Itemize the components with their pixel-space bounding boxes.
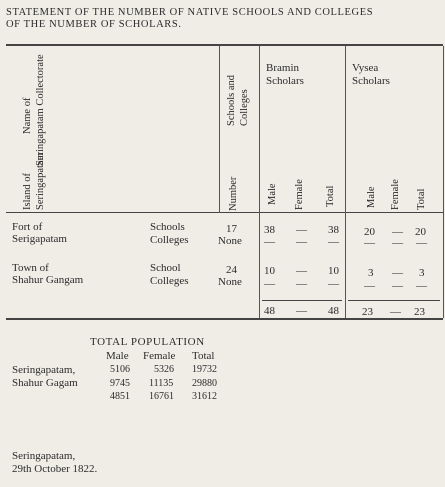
header-vysea-male: Male bbox=[366, 186, 377, 208]
row-bramin-female: — bbox=[296, 224, 307, 236]
population-header-total: Total bbox=[192, 350, 215, 362]
row-vysea-total: 3 bbox=[419, 267, 425, 279]
header-collectorate-1: Name of bbox=[22, 97, 33, 134]
header-vysea-total: Total bbox=[416, 188, 427, 210]
row-vysea-male: 20 bbox=[364, 226, 375, 238]
row-type-1: Schools bbox=[150, 221, 185, 233]
header-bramin-female: Female bbox=[294, 179, 305, 210]
group-vysea-1: Vysea bbox=[352, 62, 379, 74]
table-bottom-rule bbox=[6, 318, 443, 320]
population-total: 29880 bbox=[192, 378, 217, 389]
row-place-1: Fort of bbox=[12, 221, 43, 233]
header-schools: Schools and bbox=[226, 74, 237, 126]
header-bramin-total: Total bbox=[325, 185, 336, 207]
total-bramin-male: 48 bbox=[264, 305, 275, 317]
bramin-sum-rule bbox=[262, 300, 342, 301]
header-collectorate-2: Seringapatam Collectorate bbox=[35, 54, 46, 166]
signoff-place: Seringapatam, bbox=[12, 450, 76, 462]
row-bramin-male: 10 bbox=[264, 265, 275, 277]
total-bramin-female: — bbox=[296, 305, 307, 317]
population-total: 31612 bbox=[192, 391, 217, 402]
total-vysea-female: — bbox=[390, 306, 401, 318]
row-place-1: Town of bbox=[12, 262, 49, 274]
row-dash: — bbox=[364, 280, 375, 292]
population-male: 9745 bbox=[110, 378, 130, 389]
row-bramin-female: — bbox=[296, 265, 307, 277]
title-line-2: OF THE NUMBER OF SCHOLARS. bbox=[6, 19, 182, 30]
total-vysea-male: 23 bbox=[362, 306, 373, 318]
population-header-male: Male bbox=[106, 350, 129, 362]
row-dash: — bbox=[416, 237, 427, 249]
row-number-1: 17 bbox=[226, 223, 237, 235]
row-number-1: 24 bbox=[226, 264, 237, 276]
row-dash: — bbox=[328, 236, 339, 248]
total-vysea-total: 23 bbox=[414, 306, 425, 318]
population-male: 4851 bbox=[110, 391, 130, 402]
divider-number bbox=[219, 46, 220, 213]
total-bramin-total: 48 bbox=[328, 305, 339, 317]
row-vysea-total: 20 bbox=[415, 226, 426, 238]
row-type-2: Colleges bbox=[150, 234, 189, 246]
row-vysea-male: 3 bbox=[368, 267, 374, 279]
population-name: Seringapatam, bbox=[12, 364, 76, 376]
row-number-2: None bbox=[218, 235, 242, 247]
population-total: 19732 bbox=[192, 364, 217, 375]
row-place-2: Serigapatam bbox=[12, 233, 67, 245]
population-female: 11135 bbox=[149, 378, 174, 389]
header-vysea-female: Female bbox=[390, 179, 401, 210]
group-bramin-2: Scholars bbox=[266, 75, 304, 87]
population-female: 5326 bbox=[154, 364, 174, 375]
row-dash: — bbox=[392, 237, 403, 249]
group-vysea-2: Scholars bbox=[352, 75, 390, 87]
row-vysea-female: — bbox=[392, 267, 403, 279]
row-dash: — bbox=[264, 278, 275, 290]
table-top-rule bbox=[6, 44, 443, 46]
row-bramin-male: 38 bbox=[264, 224, 275, 236]
row-bramin-total: 10 bbox=[328, 265, 339, 277]
row-dash: — bbox=[364, 237, 375, 249]
population-female: 16761 bbox=[149, 391, 174, 402]
row-dash: — bbox=[296, 278, 307, 290]
population-male: 5106 bbox=[110, 364, 130, 375]
row-place-2: Shahur Gangam bbox=[12, 274, 84, 286]
header-colleges: Colleges bbox=[239, 89, 250, 126]
population-name: Shahur Gagam bbox=[12, 377, 78, 389]
row-dash: — bbox=[392, 280, 403, 292]
row-type-2: Colleges bbox=[150, 275, 189, 287]
row-dash: — bbox=[296, 236, 307, 248]
row-dash: — bbox=[264, 236, 275, 248]
header-bottom-rule bbox=[6, 212, 443, 213]
header-island-2: Seringapatam bbox=[35, 152, 46, 210]
row-dash: — bbox=[328, 278, 339, 290]
header-bramin-male: Male bbox=[267, 183, 278, 205]
divider-vysea bbox=[345, 46, 346, 318]
divider-bramin bbox=[259, 46, 260, 318]
vysea-sum-rule bbox=[348, 300, 440, 301]
header-number: Number bbox=[228, 176, 239, 211]
header-island-1: Island of bbox=[22, 172, 33, 210]
row-dash: — bbox=[416, 280, 427, 292]
title-line-1: STATEMENT OF THE NUMBER OF NATIVE SCHOOLS AND COLLEGES bbox=[6, 7, 374, 18]
group-bramin-1: Bramin bbox=[266, 62, 299, 74]
row-bramin-total: 38 bbox=[328, 224, 339, 236]
divider-right bbox=[443, 46, 444, 318]
population-heading: TOTAL POPULATION bbox=[90, 336, 205, 348]
signoff-date: 29th October 1822. bbox=[12, 463, 98, 475]
row-vysea-female: — bbox=[392, 226, 403, 238]
row-type-1: School bbox=[150, 262, 181, 274]
row-number-2: None bbox=[218, 276, 242, 288]
population-header-female: Female bbox=[143, 350, 176, 362]
